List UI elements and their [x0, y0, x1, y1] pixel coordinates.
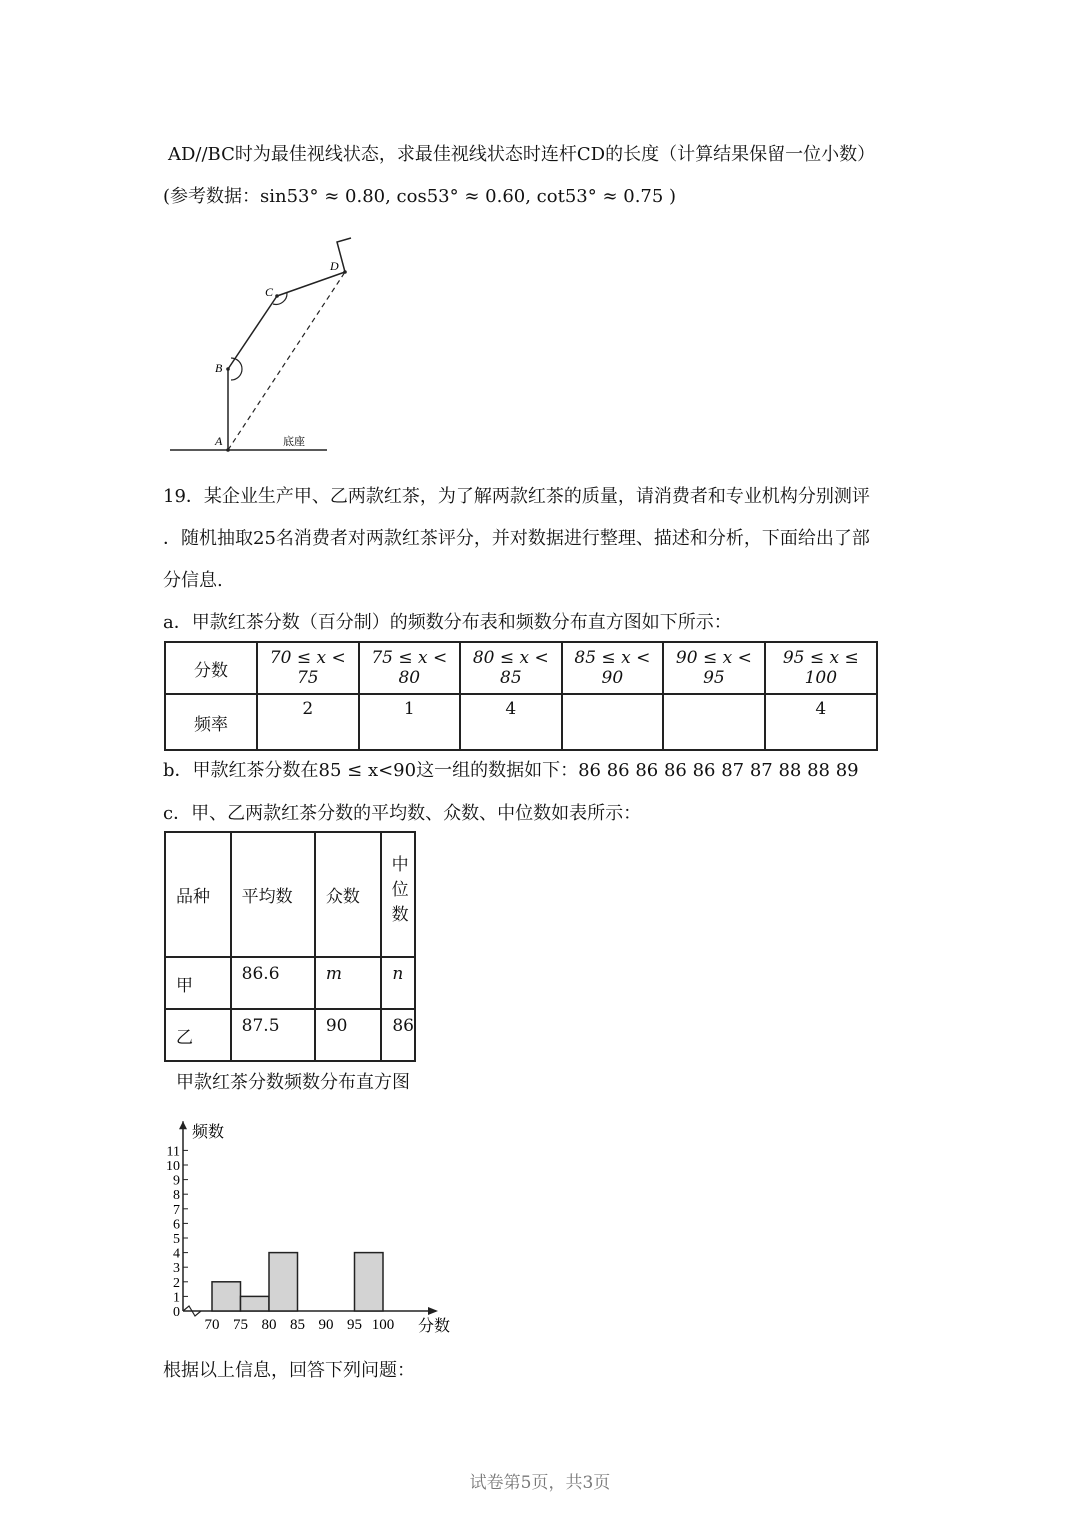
problem19-intro-line3: 分信息.	[163, 570, 223, 591]
x-tick-label: 75	[233, 1317, 248, 1333]
point-c-label: C	[265, 285, 274, 299]
y-tick-label: 0	[173, 1305, 180, 1320]
y-tick-label: 11	[166, 1144, 180, 1160]
x-axis-arrow	[428, 1307, 438, 1315]
stats-table	[164, 831, 416, 1062]
mean-b: 87.5	[231, 1009, 315, 1061]
variety-b: 乙	[165, 1009, 231, 1061]
interval-cell: 95 ≤ x ≤ 100	[765, 642, 877, 694]
row-header-frequency: 频率	[165, 694, 257, 750]
problem18-condition-text: AD//BC时为最佳视线状态，求最佳视线状态时连杆CD的长度（计算结果保留一位小数）	[168, 144, 876, 165]
base-label: 底座	[283, 436, 305, 448]
x-tick-label: 70	[204, 1317, 220, 1333]
y-tick-label: 10	[166, 1159, 180, 1174]
count-cell: 2	[257, 694, 359, 750]
y-axis-label: 频数	[192, 1122, 225, 1142]
page-footer: 试卷第5页，共3页	[469, 1473, 611, 1493]
header-median: 中位数	[387, 854, 408, 930]
count-cell: 4	[765, 694, 877, 750]
interval-cell: 90 ≤ x < 95	[663, 642, 765, 694]
part-b-text: b．甲款红茶分数在85 ≤ x<90这一组的数据如下：86 86 86 86 86 87 87 88 88 89	[163, 760, 859, 781]
interval-cell: 75 ≤ x < 80	[359, 642, 461, 694]
histogram-chart	[150, 1100, 470, 1340]
part-a-text: a．甲款红茶分数（百分制）的频数分布表和频数分布直方图如下所示：	[163, 612, 732, 633]
row-header-score: 分数	[165, 642, 257, 694]
mode-a: m	[315, 957, 382, 1009]
point-a-label: A	[215, 434, 223, 448]
point-d-label: D	[330, 259, 339, 273]
header-mode: 众数	[315, 832, 382, 957]
frequency-table	[164, 641, 878, 751]
mode-b: 90	[315, 1009, 382, 1061]
part-c-text: c．甲、乙两款红茶分数的平均数、众数、中位数如表所示：	[163, 803, 642, 824]
x-tick-label: 90	[318, 1317, 334, 1333]
y-tick-label: 3	[173, 1261, 180, 1277]
y-tick-label: 2	[173, 1275, 180, 1291]
y-tick-label: 1	[173, 1290, 180, 1306]
histogram-bar	[269, 1253, 298, 1311]
y-tick-label: 7	[173, 1202, 180, 1218]
mean-a: 86.6	[231, 957, 315, 1009]
interval-cell: 80 ≤ x < 85	[460, 642, 562, 694]
y-tick-label: 4	[173, 1246, 180, 1262]
count-cell	[663, 694, 765, 750]
y-tick-label: 8	[173, 1188, 180, 1204]
linkage-figure	[165, 230, 365, 456]
histogram-bar	[212, 1282, 241, 1311]
interval-cell: 70 ≤ x < 75	[257, 642, 359, 694]
header-variety: 品种	[165, 832, 231, 957]
header-mean: 平均数	[231, 832, 315, 957]
y-tick-label: 6	[173, 1217, 180, 1233]
histogram-bar	[241, 1296, 270, 1311]
variety-a: 甲	[165, 957, 231, 1009]
point-b-label: B	[215, 361, 223, 375]
histogram-bar	[355, 1253, 384, 1311]
question-prompt: 根据以上信息，回答下列问题：	[163, 1360, 415, 1381]
interval-cell: 85 ≤ x < 90	[562, 642, 664, 694]
problem19-intro-line2: ．随机抽取25名消费者对两款红茶评分，并对数据进行整理、描述和分析，下面给出了部	[163, 528, 870, 549]
x-tick-label: 85	[290, 1317, 305, 1333]
x-tick-label: 100	[371, 1317, 395, 1333]
problem19-intro-line1: 19．某企业生产甲、乙两款红茶，为了解两款红茶的质量，请消费者和专业机构分别测评	[163, 486, 870, 507]
median-a: n	[381, 957, 415, 1009]
count-cell: 4	[460, 694, 562, 750]
problem18-reference-data: (参考数据：sin53° ≈ 0.80, cos53° ≈ 0.60, cot53° ≈ 0.75 )	[163, 186, 677, 207]
histogram-title: 甲款红茶分数频数分布直方图	[176, 1072, 410, 1093]
x-tick-label: 80	[261, 1317, 277, 1333]
median-b: 86	[381, 1009, 415, 1061]
y-tick-label: 5	[173, 1232, 180, 1247]
x-tick-label: 95	[347, 1317, 362, 1333]
x-axis-label: 分数	[418, 1316, 451, 1335]
y-tick-label: 9	[173, 1173, 180, 1189]
y-axis-arrow	[179, 1121, 187, 1129]
count-cell: 1	[359, 694, 461, 750]
count-cell	[562, 694, 664, 750]
